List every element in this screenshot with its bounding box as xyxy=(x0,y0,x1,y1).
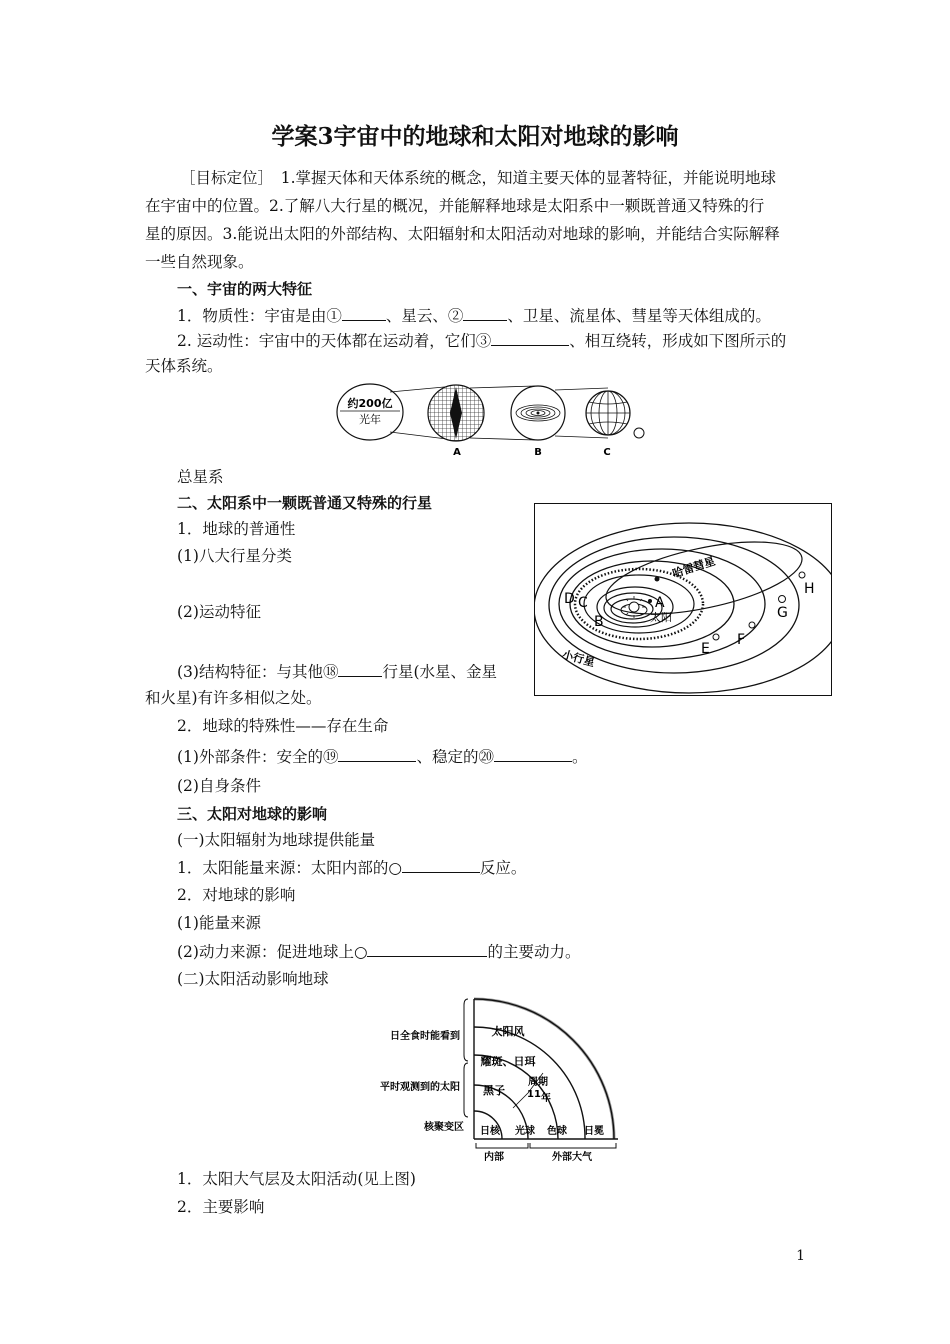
period-label-2: 11 xyxy=(527,1089,541,1100)
planet-e-label: E xyxy=(701,641,710,657)
goals-line-3: 星的原因。3.能说出太阳的外部结构、太阳辐射和太阳活动对地球的影响，并能结合实际解释 xyxy=(145,225,780,243)
corona-label: 日冕 xyxy=(584,1126,604,1137)
period-label-3: 年 xyxy=(541,1093,551,1104)
normal-sun-label: 平时观测到的太阳 xyxy=(380,1082,460,1093)
blank-22[interactable] xyxy=(367,941,487,957)
section2-p8: (2)自身条件 xyxy=(177,777,261,795)
core-label: 日核 xyxy=(480,1126,500,1137)
goals-line-1: ［目标定位］ 1.掌握天体和天体系统的概念，知道主要天体的显著特征，并能说明地球 xyxy=(180,169,777,187)
eclipse-label: 日全食时能看到 xyxy=(390,1031,460,1042)
section2-p7: (1)外部条件：安全的⑲ 、稳定的⑳ 。 xyxy=(177,748,588,766)
solar-system-figure xyxy=(534,503,832,696)
photosphere-label: 光球 xyxy=(515,1126,535,1137)
section2-p4: (3)结构特征：与其他⑱ 行星(水星、金星 xyxy=(177,663,498,681)
section2-p1: 1．地球的普通性 xyxy=(177,520,296,538)
section2-p5: 和火星)有许多相似之处。 xyxy=(145,689,322,707)
section3-p2: 2．对地球的影响 xyxy=(177,886,296,904)
section3-p3: (1)能量来源 xyxy=(177,914,261,932)
sun-label: 太阳 xyxy=(650,611,672,624)
page-number: 1 xyxy=(796,1248,805,1264)
section3-p4: (2)动力来源：促进地球上○ 的主要动力。 xyxy=(177,943,581,961)
section1-item2-cont: 天体系统。 xyxy=(145,357,223,375)
flare-label: 耀斑、日珥 xyxy=(480,1055,536,1068)
distance-label-2: 光年 xyxy=(359,413,381,426)
label-c: C xyxy=(603,447,611,458)
sun-icon xyxy=(629,602,639,612)
moon-circle xyxy=(634,428,644,438)
planet-b-label: B xyxy=(594,614,604,630)
outer-atmosphere-label: 外部大气 xyxy=(552,1152,592,1163)
distance-label-1: 约200亿 xyxy=(347,397,393,410)
blank-1[interactable] xyxy=(342,305,386,321)
section3-p1: 1．太阳能量来源：太阳内部的○ 反应。 xyxy=(177,859,527,877)
blank-18[interactable] xyxy=(338,661,382,677)
section3-heading: 三、太阳对地球的影响 xyxy=(177,805,328,823)
section3-sub1: (一)太阳辐射为地球提供能量 xyxy=(177,831,376,849)
section1-heading: 一、宇宙的两大特征 xyxy=(177,280,313,298)
asteroid-label: 小行星 xyxy=(560,648,597,670)
sunspot-label: 黑子 xyxy=(483,1084,505,1097)
planet-h-label: H xyxy=(804,581,815,597)
planet-c-label: C xyxy=(578,595,588,611)
section2-p6: 2．地球的特殊性——存在生命 xyxy=(177,717,389,735)
chromosphere-label: 色球 xyxy=(547,1126,567,1137)
label-b: B xyxy=(534,447,542,458)
blank-20[interactable] xyxy=(494,746,572,762)
section3-p5: 1．太阳大气层及太阳活动(见上图) xyxy=(177,1170,416,1188)
blank-21[interactable] xyxy=(402,857,480,873)
blank-3[interactable] xyxy=(491,330,569,346)
section1-item1: 1．物质性：宇宙是由① 、星云、② 、卫星、流星体、彗星等天体组成的。 xyxy=(177,307,771,325)
planet-d-label: D xyxy=(564,591,575,607)
blank-2[interactable] xyxy=(463,305,507,321)
section2-p3: (2)运动特征 xyxy=(177,603,261,621)
label-a: A xyxy=(453,447,461,458)
planet-a-label: A xyxy=(655,595,665,611)
section2-p2: (1)八大行星分类 xyxy=(177,547,292,565)
goals-line-2: 在宇宙中的位置。2.了解八大行星的概况，并能解释地球是太阳系中一颗既普通又特殊的行 xyxy=(145,197,765,215)
halley-label: 哈雷彗星 xyxy=(670,554,717,581)
universe-circle xyxy=(337,384,403,440)
blank-19[interactable] xyxy=(338,746,416,762)
period-label-1: 周期 xyxy=(528,1077,548,1088)
goals-line-4: 一些自然现象。 xyxy=(145,253,254,271)
celestial-system-figure xyxy=(330,380,650,460)
section3-sub2: (二)太阳活动影响地球 xyxy=(177,970,329,988)
fig1-caption: 总星系 xyxy=(177,468,224,486)
solar-wind-label: 太阳风 xyxy=(491,1025,525,1038)
planet-f-label: F xyxy=(737,632,746,648)
section2-heading: 二、太阳系中一颗既普通又特殊的行星 xyxy=(177,494,433,512)
page-title: 学案3宇宙中的地球和太阳对地球的影响 xyxy=(271,123,679,150)
inner-label: 内部 xyxy=(484,1152,504,1163)
fusion-label: 核聚变区 xyxy=(424,1122,464,1133)
section1-item2: 2. 运动性：宇宙中的天体都在运动着，它们③ 、相互绕转，形成如下图所示的 xyxy=(177,332,787,350)
solar-structure-figure xyxy=(368,993,630,1163)
section3-p6: 2．主要影响 xyxy=(177,1198,265,1216)
planet-g-label: G xyxy=(777,605,788,621)
